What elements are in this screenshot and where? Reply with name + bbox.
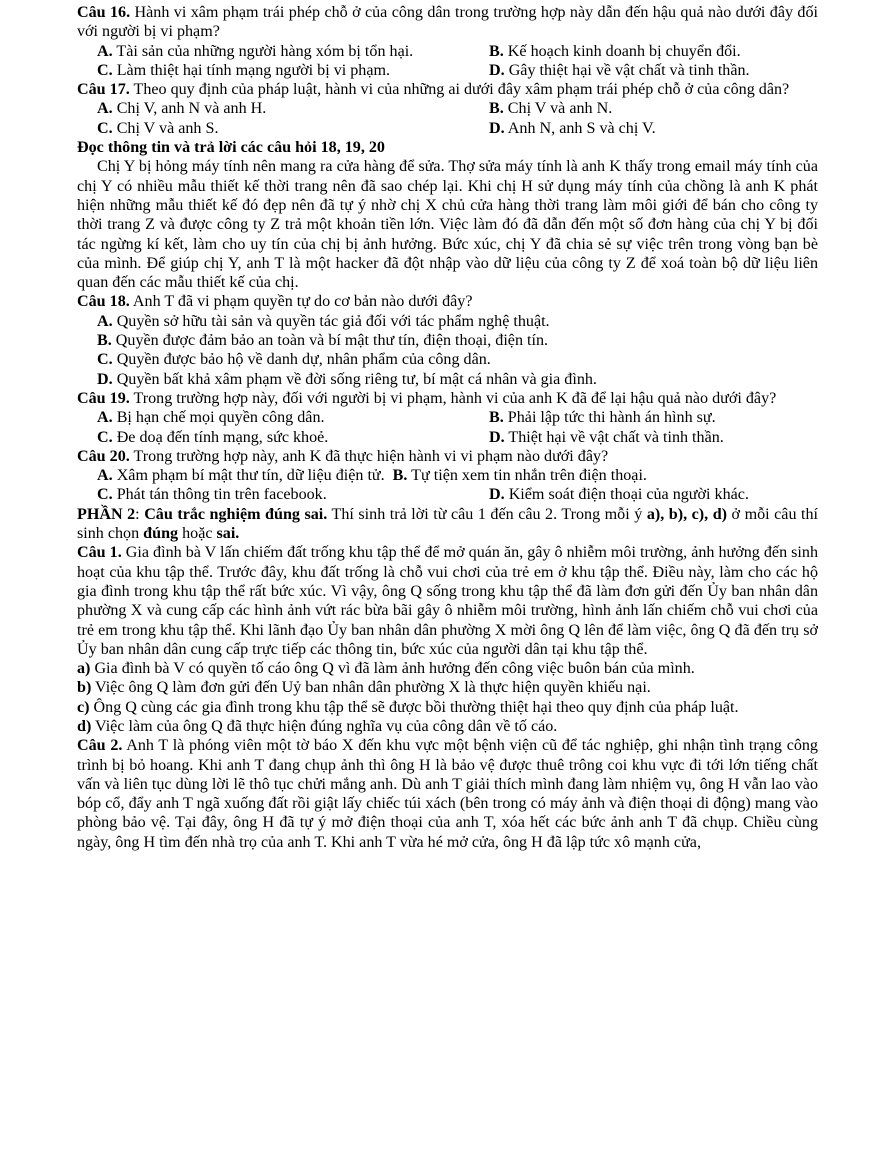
question-label: Câu 20. (77, 447, 130, 465)
tf-question-2 (77, 736, 818, 852)
part-title: Câu trắc nghiệm đúng sai. (144, 505, 328, 523)
option-c: C. Làm thiệt hại tính mạng người bị vi phạm. (97, 61, 391, 79)
question-text: Anh T là phóng viên một tờ báo X đến khu vực một bệnh viện cũ để tác nghiệp, ghi nhận tình trạng công trình bị bỏ hoang. Khi anh T đang chụp ảnh thì ông H là bảo vệ được thuê trông coi khu vực đi tới lớn tiếng chất vấn và liên tục dùng lời lẽ thô tục chửi mắng anh. Dù anh T giải thích mình đang làm nhiệm vụ, ông H vẫn lao vào bóp cổ, đẩy anh T ngã xuống đất rồi giật lấy chiếc túi xách (bên trong có máy ảnh và điện thoại di động) mang vào phòng bảo vệ. Tại đây, ông H đã tự ý mở điện thoại của anh T, xóa hết các bức ảnh anh T đã chụp. Chiều cùng ngày, ông H tìm đến nhà trọ của anh T. Khi anh T vừa hé mở cửa, ông H đã lập tức xô mạnh cửa, (77, 737, 818, 851)
question-text: Theo quy định của pháp luật, hành vi của những ai dưới đây xâm phạm trái phép chỗ ở của công dân? (133, 81, 790, 99)
question-label: Câu 16. (77, 4, 131, 21)
option-d: D. Thiệt hại về vật chất và tinh thần. (489, 428, 724, 446)
options-row (77, 428, 818, 447)
options-row (77, 119, 818, 138)
option-a: A. Chị V, anh N và anh H. (97, 100, 267, 118)
statement-c: c) Ông Q cùng các gia đình trong khu tập thể sẽ được bồi thường thiệt hại theo quy định của pháp luật. (77, 698, 739, 716)
question-label: Câu 2. (77, 737, 123, 755)
option-c: C. Quyền được bảo hộ về danh dự, nhân phẩm của công dân. (97, 351, 491, 369)
options-row (77, 466, 818, 485)
question-17 (77, 80, 818, 99)
option-a: A. Xâm phạm bí mật thư tín, dữ liệu điện tử. (97, 467, 385, 485)
statement-a: a) Gia đình bà V có quyền tố cáo ông Q vì đã làm ảnh hưởng đến công việc buôn bán của mình. (77, 660, 695, 678)
option-b: B. Kế hoạch kinh doanh bị chuyển đổi. (489, 42, 741, 60)
reading-heading: Đọc thông tin và trả lời các câu hỏi 18, 19, 20 (77, 139, 385, 157)
option-d: D. Kiểm soát điện thoại của người khác. (489, 486, 749, 504)
question-label: Câu 17. (77, 81, 130, 99)
part-label: PHẦN 2 (77, 505, 136, 523)
question-text: Trong trường hợp này, đối với người bị vi phạm, hành vi của anh K đã để lại hậu quả nào dưới đây? (133, 389, 777, 407)
option-c: C. Phát tán thông tin trên facebook. (97, 486, 327, 504)
option-d: D. Quyền bất khả xâm phạm về đời sống riêng tư, bí mật cá nhân và gia đình. (97, 370, 597, 388)
question-text: Trong trường hợp này, anh K đã thực hiện hành vi vi phạm nào dưới đây? (133, 447, 609, 465)
option-c: C. Đe doạ đến tính mạng, sức khoẻ. (97, 428, 329, 446)
options-row (77, 42, 818, 61)
reading-passage: Chị Y bị hỏng máy tính nên mang ra cửa hàng để sửa. Thợ sửa máy tính là anh K thấy trong email máy tính của chị Y có nhiều mẫu thiết kế thời trang nên đã sao chép lại. Khi chị H sử dụng máy tính của chồng là anh K phát hiện những mẫu thiết kế đó đẹp nên đã tự ý nhờ chị X chủ cửa hàng thời trang làm môi giới để bán cho công ty thời trang Z và được công ty Z trả một khoản tiền lớn. Việc làm đó đã dẫn đến một số đơn hàng của chị Y bị đối tác ngừng kí kết, làm cho uy tín của chị bị ảnh hưởng. Bức xúc, chị Y đã chia sẻ sự việc trên trong vòng bạn bè của mình. Để giúp chị Y, anh T là một hacker đã đột nhập vào dữ liệu của công ty Z để xoá toàn bộ dữ liệu liên quan đến các mẫu thiết kế của chị. (77, 158, 818, 292)
question-18 (77, 292, 818, 311)
statement-d: d) Việc làm của ông Q đã thực hiện đúng nghĩa vụ của công dân về tố cáo. (77, 717, 558, 735)
option-b: B. Phải lập tức thi hành án hình sự. (489, 409, 716, 427)
question-16 (77, 3, 818, 42)
option-d: D. Gây thiệt hại về vật chất và tinh thần. (489, 61, 750, 79)
option-b: B. Chị V và anh N. (489, 100, 613, 118)
options-row (77, 485, 818, 504)
question-text: Anh T đã vi phạm quyền tự do cơ bản nào dưới đây? (132, 293, 473, 311)
option-a: A. Quyền sở hữu tài sản và quyền tác giả đối với tác phẩm nghệ thuật. (97, 312, 550, 330)
options-row (77, 61, 818, 80)
option-b: B. Quyền được đảm bảo an toàn và bí mật thư tín, điện thoại, điện tín. (97, 332, 549, 350)
option-a: A. Bị hạn chế mọi quyền công dân. (97, 409, 325, 427)
question-text: Hành vi xâm phạm trái phép chỗ ở của công dân trong trường hợp này dẫn đến hậu quả nào dưới đây đối với người bị vi phạm? (77, 4, 818, 41)
options-row (77, 99, 818, 118)
option-d: D. Anh N, anh S và chị V. (489, 119, 656, 137)
statement-b: b) Việc ông Q làm đơn gửi đến Uỷ ban nhân dân phường X là thực hiện quyền khiếu nại. (77, 679, 651, 697)
option-b: B. Tự tiện xem tin nhắn trên điện thoại. (392, 467, 647, 485)
question-20 (77, 447, 818, 466)
options-row (77, 408, 818, 427)
part-2-instructions: PHẦN 2: Câu trắc nghiệm đúng sai. Thí sinh trả lời từ câu 1 đến câu 2. Trong mỗi ý a), b), c), d) ở mỗi câu thí sinh chọn đúng hoặc sai. (77, 505, 819, 543)
option-c: C. Chị V và anh S. (97, 119, 219, 137)
question-label: Câu 1. (77, 544, 122, 562)
question-19 (77, 389, 818, 408)
tf-question-1 (77, 543, 818, 659)
question-label: Câu 18. (77, 293, 130, 311)
question-label: Câu 19. (77, 389, 130, 407)
question-text: Gia đình bà V lấn chiếm đất trống khu tập thể để mở quán ăn, gây ô nhiễm môi trường, ảnh hưởng đến sinh hoạt của khu tập thể. Trước đây, khu đất trống là chỗ vui chơi của trẻ em ở khu tập thể. Điều này, làm cho các hộ gia đình trong khu tập thể rất bức xúc. Vì vậy, ông Q sống trong khu tập thể đã làm đơn gửi đến Ủy ban nhân dân phường X và cung cấp các hình ảnh vứt rác bừa bãi gây ô nhiễm môi trường, hình ảnh lấn chiếm chỗ vui chơi của trẻ em trong khu tập thể. Khi lãnh đạo Ủy ban nhân dân phường X mời ông Q lên để làm việc, ông Q đã đến trụ sở Ủy ban nhân dân cung cấp trực tiếp các thông tin, bức xúc của người dân tại khu tập thể. (77, 544, 818, 658)
option-a: A. Tài sản của những người hàng xóm bị tổn hại. (97, 42, 414, 60)
